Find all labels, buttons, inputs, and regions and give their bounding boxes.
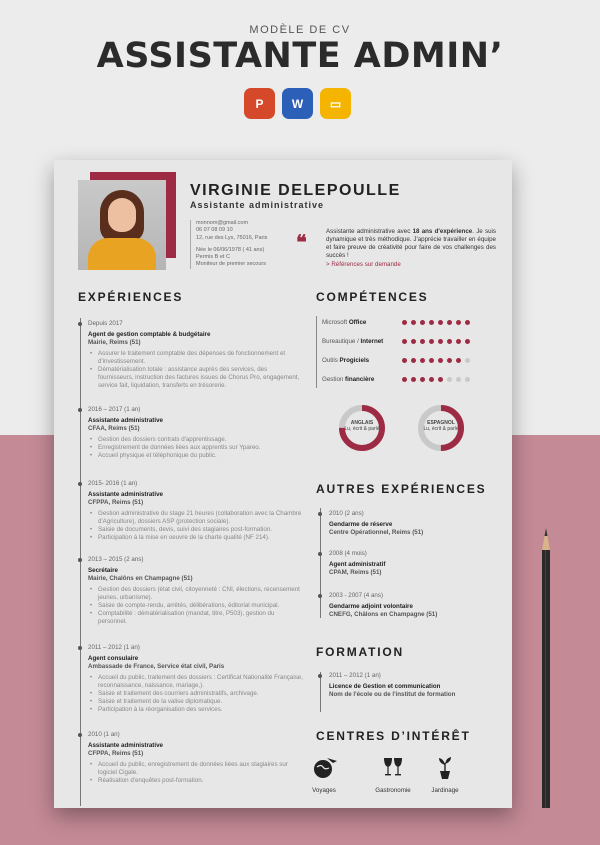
other-exp-role: Gendarme adjoint volontaire [329, 603, 413, 610]
skill-label-bold: financière [345, 376, 375, 383]
skill-dot [447, 339, 452, 344]
experience-role: Assistante administrative [88, 491, 163, 498]
skill-dot [456, 358, 461, 363]
skill-label-bold: Progiciels [339, 357, 370, 364]
license: Permis B et C [196, 254, 230, 261]
other-experience-entry [329, 550, 509, 577]
plant-pot-icon [432, 755, 458, 781]
experience-role: Secrétaire [88, 567, 118, 574]
profile-photo [78, 180, 166, 270]
bullet-item: • Dématérialisation totale : assistance auprès des services, des fournisseurs, instruction des factures issues de Chorus Pro, engagement, service fait, liquidation, transferts en trésorerie. [98, 366, 303, 390]
other-exp-date: 2003 - 2007 (4 ans) [329, 592, 384, 599]
experience-date: Depuis 2017 [88, 320, 123, 327]
skill-dot [402, 320, 407, 325]
experience-org: CFAA, Reims (51) [88, 425, 140, 432]
quote-icon: ❝ [296, 230, 307, 254]
bullet-item: • Réalisation d'enquêtes post-formation. [98, 777, 303, 785]
skill-dot [429, 320, 434, 325]
other-experience-entry [329, 510, 509, 537]
other-exp-role: Agent administratif [329, 561, 386, 568]
wine-glasses-icon [380, 755, 406, 781]
skill-dot [402, 339, 407, 344]
education-date: 2011 – 2012 (1 an) [329, 672, 381, 679]
address: 12, rue des Lys, 75016, Paris [196, 234, 268, 241]
skill-dot [429, 339, 434, 344]
experience-date: 2015- 2016 (1 an) [88, 480, 138, 487]
other-exp-role: Gendarme de réserve [329, 521, 393, 528]
cv-name: VIRGINIE DELEPOULLE [190, 182, 401, 199]
education-entry [329, 672, 509, 699]
education-school: Nom de l'école ou de l'institut de formation [329, 691, 456, 698]
globe-plane-icon [311, 755, 337, 781]
bullet-item: • Accueil physique et téléphonique du public. [98, 452, 303, 460]
experience-bullets [88, 350, 303, 390]
skill-dot [456, 320, 461, 325]
experience-entry [88, 644, 303, 714]
interest-item [415, 755, 475, 794]
experience-entry [88, 731, 303, 785]
references-link[interactable]: > Références sur demande [326, 261, 401, 268]
experience-org: Mairie, Chalôns en Champagne (51) [88, 575, 193, 582]
language-detail: Lu, écrit & parlé [423, 426, 459, 432]
skill-dots [402, 320, 470, 325]
contact-block [190, 220, 280, 269]
skill-dot [411, 377, 416, 382]
experiences-title: EXPÉRIENCES [78, 290, 184, 304]
other-exp-org: CNEFG, Châlons en Champagne (51) [329, 611, 438, 618]
experience-entry [88, 320, 303, 390]
language-name: ESPAGNOL [427, 420, 455, 426]
timeline-dot [318, 552, 322, 556]
bullet-item: • Gestion des dossiers contrats d'apprentissage. [98, 436, 303, 444]
other-experiences-title: AUTRES EXPÉRIENCES [316, 482, 487, 496]
skill-dot [429, 377, 434, 382]
experience-bullets [88, 586, 303, 626]
skill-dot [447, 377, 452, 382]
education-title: FORMATION [316, 645, 404, 659]
bullet-item: • Saisie et traitement des courriers administratifs, archivage. [98, 690, 303, 698]
language-name: ANGLAIS [350, 420, 374, 426]
interest-label: Jardinage [431, 787, 459, 794]
skill-dot [465, 358, 470, 363]
phone: 06 07 08 09 10 [196, 227, 233, 234]
experience-entry [88, 480, 303, 542]
experience-org: Ambassade de France, Service état civil, Paris [88, 663, 225, 670]
skill-label [316, 338, 383, 345]
skill-dot [420, 358, 425, 363]
cv-job-title: Assistante administrative [190, 200, 325, 210]
certification: Moniteur de premier secours [196, 261, 267, 268]
experience-org: CFPPA, Reims (51) [88, 499, 144, 506]
birth: Née le 06/06/1978 ( 41 ans) [196, 246, 265, 253]
experience-date: 2013 – 2015 (2 ans) [88, 556, 144, 563]
experience-date: 2011 – 2012 (1 an) [88, 644, 140, 651]
bullet-item: • Saisie et traitement de la valise diplomatique. [98, 698, 303, 706]
experience-date: 2016 – 2017 (1 an) [88, 406, 141, 413]
skill-dots [402, 358, 470, 363]
skill-dots [402, 377, 470, 382]
timeline-dot [78, 558, 82, 562]
skill-dot [447, 358, 452, 363]
bullet-item: • Gestion administrative du stage 21 heures (collaboration avec la Chambre d'Agriculture), dossiers ASP (protection sociale). [98, 510, 303, 526]
skill-label-bold: Internet [360, 338, 384, 345]
education-timeline [320, 672, 321, 712]
bullet-item: • Comptabilité : dématérialisation (mandat, titre, P503), gestion du personnel. [98, 610, 303, 626]
experience-date: 2010 (1 an) [88, 731, 120, 738]
bullet-item: • Accueil du public, traitement des dossiers : Certificat Nationalité Française, reconnaissance, naissance, mariage,). [98, 674, 303, 690]
timeline-dot [78, 482, 82, 486]
bullet-item: • Participation à la mise en oeuvre de la charte qualité (NF 214). [98, 534, 303, 542]
timeline-dot [318, 512, 322, 516]
skill-dot [465, 339, 470, 344]
language-detail: Lu, écrit & parlé [344, 426, 380, 432]
skills-title: COMPÉTENCES [316, 290, 429, 304]
timeline-dot [318, 674, 322, 678]
bullet-item: • Participation à la réorganisation des services. [98, 706, 303, 714]
other-experience-entry [329, 592, 509, 619]
experience-role: Agent consulaire [88, 655, 139, 662]
slides-icon[interactable]: ▭ [320, 88, 351, 119]
skill-label-pre: Gestion [322, 376, 346, 383]
timeline-dot [318, 594, 322, 598]
other-exp-date: 2008 (4 mois) [329, 550, 367, 557]
skill-dot [438, 339, 443, 344]
word-icon[interactable]: W [282, 88, 313, 119]
experience-entry [88, 556, 303, 626]
experience-org: CFPPA, Reims (51) [88, 750, 144, 757]
language-label [416, 420, 466, 432]
skill-dot [411, 320, 416, 325]
skill-dot [456, 339, 461, 344]
other-exp-org: CPAM, Reims (51) [329, 569, 382, 576]
other-exp-timeline [320, 508, 321, 618]
skill-dot [438, 377, 443, 382]
email: monnom@gmail.com [196, 220, 249, 226]
skill-label [316, 376, 374, 383]
bullet-item: • Gestion des dossiers (état civil, citoyenneté : CNI, élections, recensement jeunes, urbanisme). [98, 586, 303, 602]
bullet-item: • Saisie de compte-rendu, arrêtés, délibérations, éditorial municipal. [98, 602, 303, 610]
timeline-dot [78, 408, 82, 412]
experience-role: Agent de gestion comptable & budgétaire [88, 331, 211, 338]
experience-bullets [88, 674, 303, 714]
bullet-item: • Enregistrement de données liées aux apprentis sur Ypareo. [98, 444, 303, 452]
interests-title: CENTRES D’INTÉRÊT [316, 729, 471, 743]
bullet-item: • Assurer le traitement comptable des dépenses de fonctionnement et d'investissement. [98, 350, 303, 366]
skill-dot [402, 377, 407, 382]
skill-dot [420, 377, 425, 382]
interest-item [294, 755, 354, 794]
other-exp-org: Centre Opérationnel, Reims (51) [329, 529, 424, 536]
skill-dot [438, 358, 443, 363]
main-title: ASSISTANTE ADMIN’ [96, 36, 504, 76]
skill-label [316, 319, 366, 326]
experience-bullets [88, 436, 303, 460]
skill-dot [420, 320, 425, 325]
skill-dot [465, 320, 470, 325]
experience-entry [88, 406, 303, 460]
skill-label-bold: Office [348, 319, 367, 326]
skill-dot [411, 358, 416, 363]
experience-bullets [88, 510, 303, 542]
experience-role: Assistante administrative [88, 742, 163, 749]
skill-label [316, 357, 369, 364]
experience-bullets [88, 761, 303, 785]
skill-dot [447, 320, 452, 325]
timeline-dot [78, 733, 82, 737]
timeline-dot [78, 646, 82, 650]
pencil-icon [541, 528, 551, 808]
skill-row [316, 376, 506, 386]
skill-dot [429, 358, 434, 363]
timeline-dot [78, 322, 82, 326]
app-icons [244, 88, 351, 119]
skill-dot [456, 377, 461, 382]
intro-text: Assistante administrative avec 18 ans d'expérience. Je suis dynamique et très méthodique. J'apprécie travailler en équipe et faire preuve de créativité pour faire de vos challenges des succès ! > Références sur demande [326, 228, 496, 268]
experience-org: Mairie, Reims (51) [88, 339, 141, 346]
powerpoint-icon[interactable]: P [244, 88, 275, 119]
interest-item [363, 755, 423, 794]
education-degree: Licence de Gestion et communication [329, 683, 441, 690]
skill-label-pre: Bureautique / [322, 338, 361, 345]
subtitle: MODÈLE DE CV [249, 24, 351, 36]
skill-dot [465, 377, 470, 382]
cv-page [54, 160, 512, 808]
skill-row [316, 338, 506, 348]
interest-label: Voyages [312, 787, 336, 794]
bullet-item: • Accueil du public, enregistrement de données liées aux stagiaires sur logiciel Cigale. [98, 761, 303, 777]
skill-row [316, 319, 506, 329]
skill-label-pre: Outils [322, 357, 340, 364]
skill-dots [402, 339, 470, 344]
language-label [337, 420, 387, 432]
experience-role: Assistante administrative [88, 417, 163, 424]
skill-dot [438, 320, 443, 325]
skill-dot [402, 358, 407, 363]
skill-dot [411, 339, 416, 344]
interest-label: Gastronomie [375, 787, 411, 794]
skill-dot [420, 339, 425, 344]
skill-label-pre: Microsoft [322, 319, 349, 326]
other-exp-date: 2010 (2 ans) [329, 510, 364, 517]
skill-row [316, 357, 506, 367]
bullet-item: • Saisie de documents, devis, suivi des stagiaires post-formation. [98, 526, 303, 534]
